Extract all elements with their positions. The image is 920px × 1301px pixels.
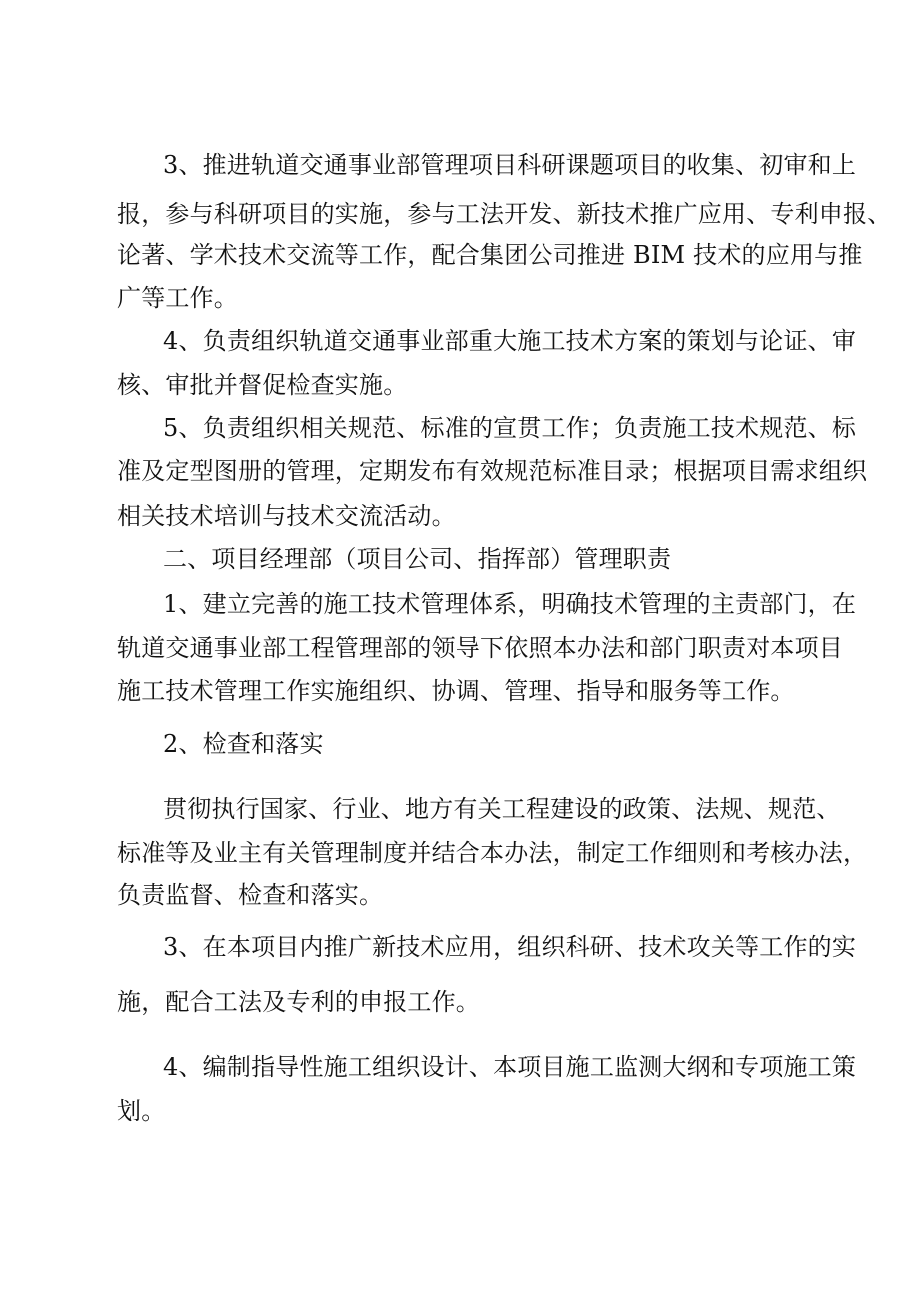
paragraph-line: 3、推进轨道交通事业部管理项目科研课题项目的收集、初审和上 xyxy=(163,151,857,179)
paragraph-line: 核、审批并督促检查实施。 xyxy=(117,371,408,399)
paragraph-line: 1、建立完善的施工技术管理体系，明确技术管理的主责部门，在 xyxy=(163,590,857,618)
paragraph-line: 施，配合工法及专利的申报工作。 xyxy=(117,988,480,1016)
paragraph-line: 广等工作。 xyxy=(117,284,238,312)
paragraph-line: 5、负责组织相关规范、标准的宣贯工作；负责施工技术规范、标 xyxy=(163,414,857,442)
paragraph-line: 轨道交通事业部工程管理部的领导下依照本办法和部门职责对本项目 xyxy=(117,634,843,662)
paragraph-line: 4、负责组织轨道交通事业部重大施工技术方案的策划与论证、审 xyxy=(163,327,857,355)
paragraph-line: 相关技术培训与技术交流活动。 xyxy=(117,502,456,530)
paragraph-line: 划。 xyxy=(117,1097,166,1125)
paragraph-line: 标准等及业主有关管理制度并结合本办法，制定工作细则和考核办法， xyxy=(117,839,868,867)
paragraph-line: 2、检查和落实 xyxy=(163,730,324,758)
paragraph-line: 准及定型图册的管理，定期发布有效规范标准目录；根据项目需求组织 xyxy=(117,457,868,485)
paragraph-line: 报，参与科研项目的实施，参与工法开发、新技术推广应用、专利申报、 xyxy=(117,200,892,228)
section-heading: 二、项目经理部（项目公司、指挥部）管理职责 xyxy=(163,545,672,573)
paragraph-line: 施工技术管理工作实施组织、协调、管理、指导和服务等工作。 xyxy=(117,677,795,705)
paragraph-line: 论著、学术技术交流等工作，配合集团公司推进 BIM 技术的应用与推 xyxy=(117,241,863,269)
paragraph-line: 4、编制指导性施工组织设计、本项目施工监测大纲和专项施工策 xyxy=(163,1053,857,1081)
paragraph-line: 贯彻执行国家、行业、地方有关工程建设的政策、法规、规范、 xyxy=(163,795,841,823)
paragraph-line: 3、在本项目内推广新技术应用，组织科研、技术攻关等工作的实 xyxy=(163,933,857,961)
paragraph-line: 负责监督、检查和落实。 xyxy=(117,881,384,909)
